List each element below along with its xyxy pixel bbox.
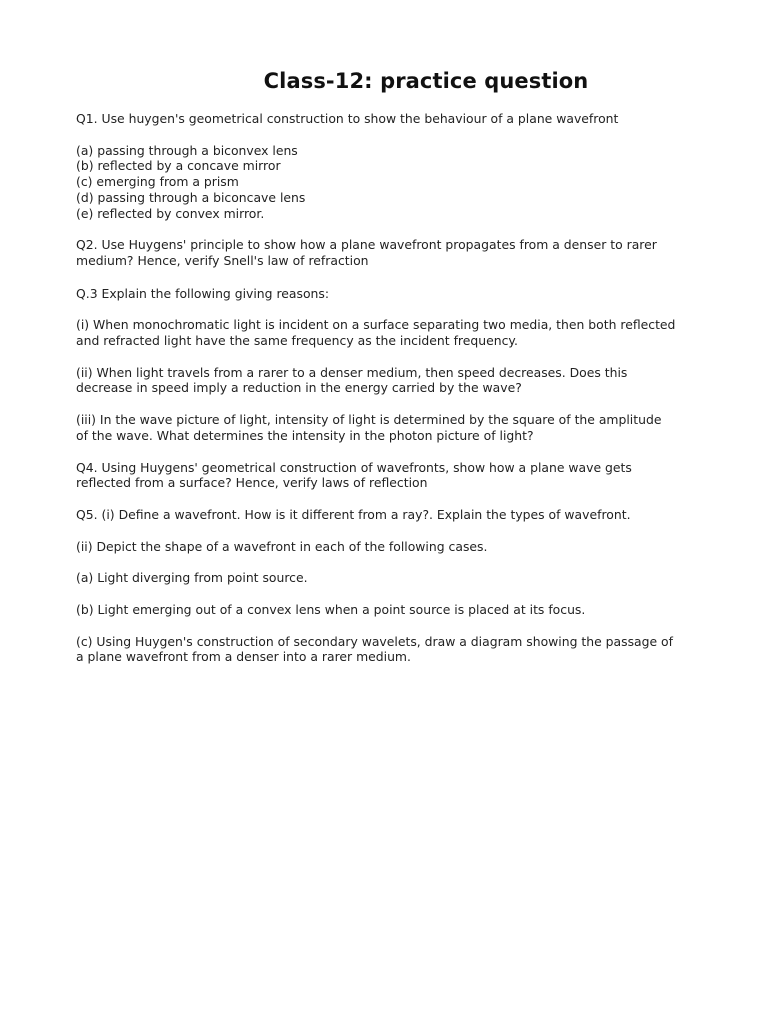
question-5-part-ii: (ii) Depict the shape of a wavefront in each of the following cases. (76, 538, 488, 554)
question-5-case-a: (a) Light diverging from point source. (76, 570, 308, 586)
option-a: (a) passing through a biconvex lens (76, 142, 298, 158)
question-4: Q4. Using Huygens' geometrical construction of wavefronts, show how a plane wave gets reflected from a surface? Hence, verify laws of reflection (76, 459, 632, 491)
page-title: Class-12: practice question (263, 69, 589, 93)
document-body (76, 111, 696, 665)
question-3-heading: Q.3 Explain the following giving reasons: (76, 285, 330, 301)
option-d: (d) passing through a biconcave lens (76, 189, 306, 205)
question-5-case-c: (c) Using Huygen's construction of secondary wavelets, draw a diagram showing the passage of a plane wavefront from a denser into a rarer medium. (76, 633, 673, 665)
question-5-case-b: (b) Light emerging out of a convex lens when a point source is placed at its focus. (76, 602, 586, 618)
question-3-part-i: (i) When monochromatic light is incident on a surface separating two media, then both reflected and refracted light have the same frequency as the incident frequency. (76, 317, 676, 349)
option-e: (e) reflected by convex mirror. (76, 205, 265, 221)
question-1-options (76, 143, 696, 222)
option-c: (c) emerging from a prism (76, 174, 239, 190)
question-5-part-i: Q5. (i) Define a wavefront. How is it different from a ray?. Explain the types of wavefront. (76, 506, 631, 522)
question-3-part-ii: (ii) When light travels from a rarer to a denser medium, then speed decreases. Does this decrease in speed imply a reduction in the energy carried by the wave? (76, 364, 628, 396)
option-b: (b) reflected by a concave mirror (76, 158, 281, 174)
question-2: Q2. Use Huygens' principle to show how a plane wavefront propagates from a denser to rarer medium? Hence, verify Snell's law of refraction (76, 237, 657, 268)
question-3-part-iii: (iii) In the wave picture of light, intensity of light is determined by the square of the amplitude of the wave. What determines the intensity in the photon picture of light? (76, 412, 662, 443)
question-1 (76, 111, 696, 127)
question-1-text: Use huygen's geometrical construction to show the behaviour of a plane wavefront (97, 111, 619, 126)
question-1-label: Q1. (76, 111, 98, 126)
